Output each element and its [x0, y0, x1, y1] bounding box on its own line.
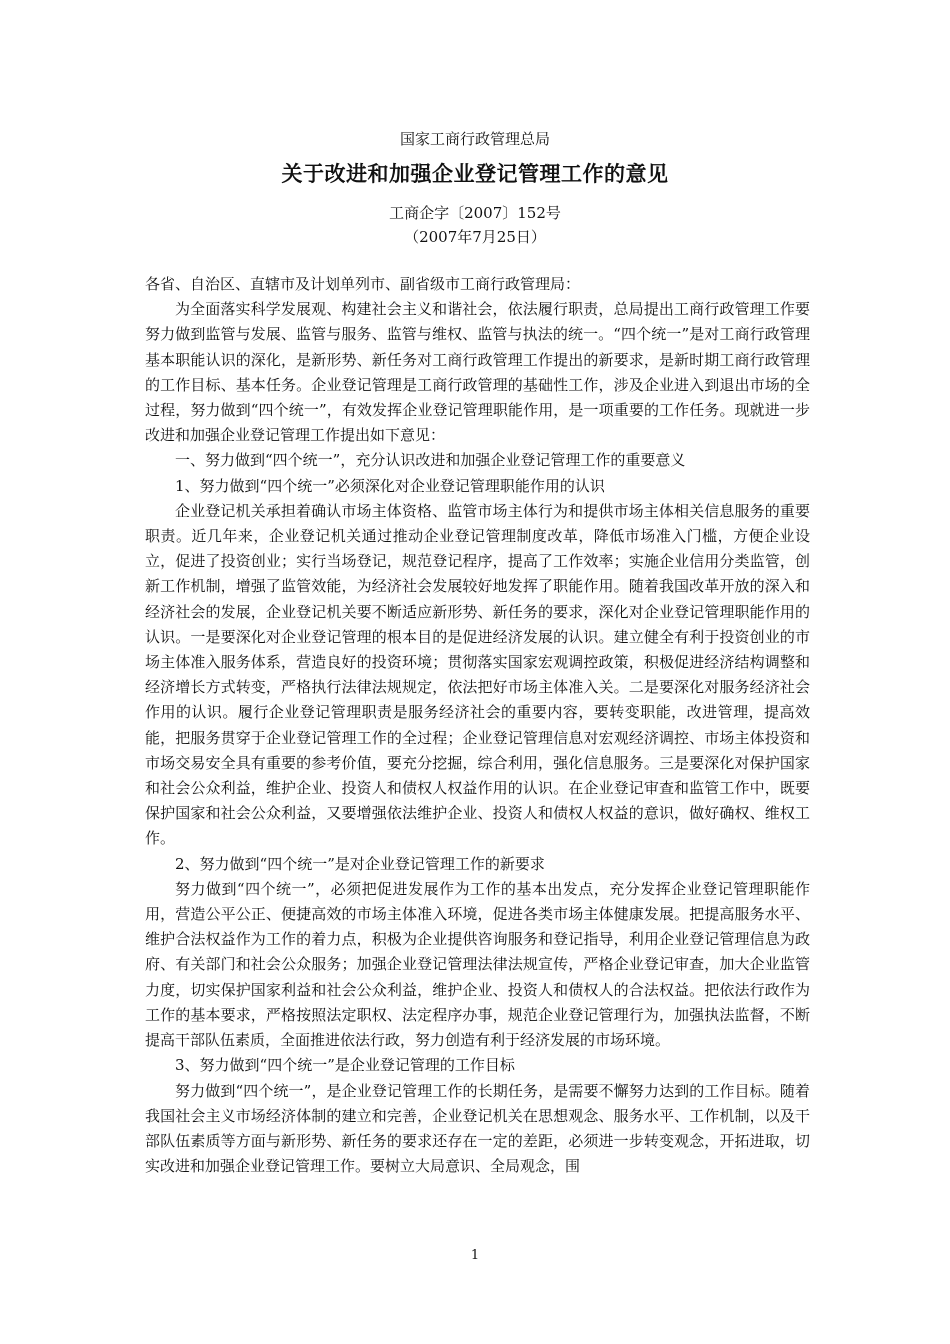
document-body: [145, 272, 810, 1179]
item-3-paragraph: 努力做到“四个统一”，是企业登记管理工作的长期任务，是需要不懈努力达到的工作目标。随着我国社会主义市场经济体制的建立和完善，企业登记机关在思想观念、服务水平、工作机制，以及干部队伍素质等方面与新形势、新任务的要求还存在一定的差距，必须进一步转变观念，开拓进取，切实改进和加强企业登记管理工作。要树立大局意识、全局观念，围: [145, 1081, 810, 1176]
issuer-name: 国家工商行政管理总局: [399, 130, 550, 148]
salutation: 各省、自治区、直辖市及计划单列市、副省级市工商行政管理局：: [145, 275, 581, 293]
intro-paragraph: 为全面落实科学发展观、构建社会主义和谐社会，依法履行职责，总局提出工商行政管理工作要努力做到监管与发展、监管与服务、监管与维权、监管与执法的统一。“四个统一”是对工商行政管理基本职能认识的深化，是新形势、新任务对工商行政管理工作提出的新要求，是新时期工商行政管理的工作目标、基本任务。企业登记管理是工商行政管理的基础性工作，涉及企业进入到退出市场的全过程，努力做到“四个统一”，有效发挥企业登记管理职能作用，是一项重要的工作任务。现就进一步改进和加强企业登记管理工作提出如下意见：: [145, 300, 810, 445]
section-1-heading: 一、努力做到“四个统一”，充分认识改进和加强企业登记管理工作的重要意义: [175, 451, 686, 470]
item-1-paragraph: 企业登记机关承担着确认市场主体资格、监管市场主体行为和提供市场主体相关信息服务的重要职责。近几年来，企业登记机关通过推动企业登记管理制度改革，降低市场准入门槛，方便企业设立，促进了投资创业；实行当场登记，规范登记程序，提高了工作效率；实施企业信用分类监管，创新工作机制，增强了监管效能，为经济社会发展较好地发挥了职能作用。随着我国改革开放的深入和经济社会的发展，企业登记机关要不断适应新形势、新任务的要求，深化对企业登记管理职能作用的认识。一是要深化对企业登记管理的根本目的是促进经济发展的认识。建立健全有利于投资创业的市场主体准入服务体系，营造良好的投资环境；贯彻落实国家宏观调控政策，积极促进经济结构调整和经济增长方式转变，严格执行法律法规规定，依法把好市场主体准入关。二是要深化对服务经济社会作用的认识。履行企业登记管理职责是服务经济社会的重要内容，要转变职能，改进管理，提高效能，把服务贯穿于企业登记管理工作的全过程；企业登记管理信息对宏观经济调控、市场主体投资和市场交易安全具有重要的参考价值，要充分挖掘，综合利用，强化信息服务。三是要深化对保护国家和社会公众利益，维护企业、投资人和债权人权益作用的认识。在企业登记审查和监管工作中，既要保护国家和社会公众利益，又要增强依法维护企业、投资人和债权人权益的意识，做好确权、维权工作。: [145, 501, 810, 848]
item-3-heading: 3、努力做到“四个统一”是企业登记管理的工作目标: [175, 1056, 515, 1075]
document-date: （2007年7月25日）: [404, 228, 546, 246]
item-1-heading: 1、努力做到“四个统一”必须深化对企业登记管理职能作用的认识: [175, 476, 605, 495]
document-title: 关于改进和加强企业登记管理工作的意见: [281, 161, 669, 186]
item-2-heading: 2、努力做到“四个统一”是对企业登记管理工作的新要求: [175, 854, 545, 873]
document-number: 工商企字〔2007〕152号: [389, 204, 561, 222]
item-2-paragraph: 努力做到“四个统一”，必须把促进发展作为工作的基本出发点，充分发挥企业登记管理职能作用，营造公平公正、便捷高效的市场主体准入环境，促进各类市场主体健康发展。把提高服务水平、维护合法权益作为工作的着力点，积极为企业提供咨询服务和登记指导，利用企业登记管理信息为政府、有关部门和社会公众服务；加强企业登记管理法律法规宣传，严格企业登记审查，加大企业监管力度，切实保护国家利益和社会公众利益，维护企业、投资人和债权人的合法权益。把依法行政作为工作的基本要求，严格按照法定职权、法定程序办事，规范企业登记管理行为，加强执法监督，不断提高干部队伍素质，全面推进依法行政，努力创造有利于经济发展的市场环境。: [145, 879, 810, 1050]
page-number: 1: [470, 1248, 480, 1263]
